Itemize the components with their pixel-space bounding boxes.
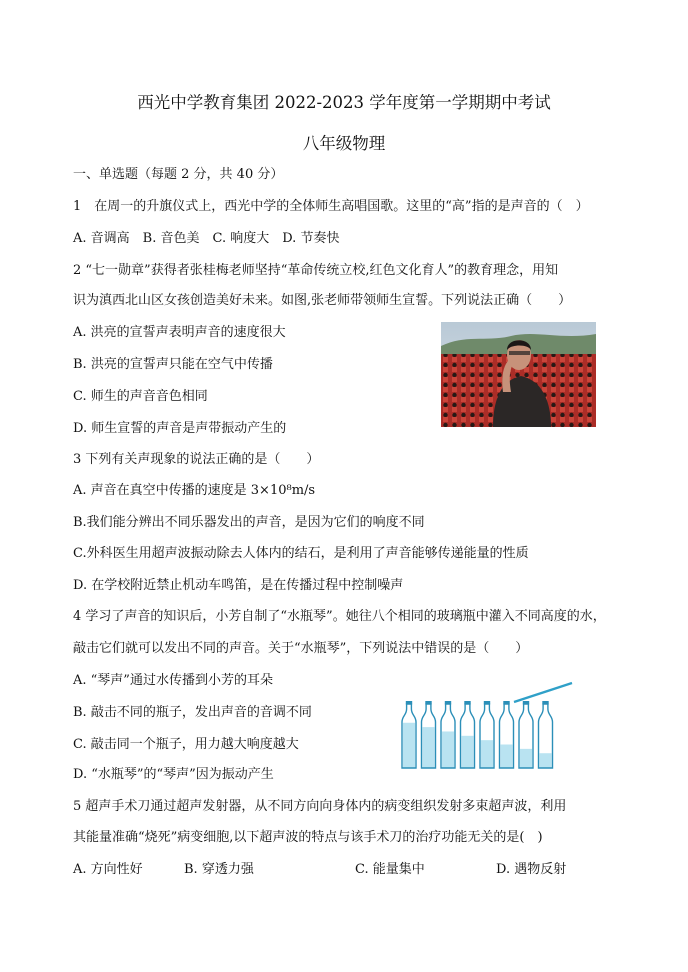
exam-subtitle: 八年级物理 bbox=[302, 134, 386, 153]
bottle-4 bbox=[461, 701, 475, 768]
question-4-stem-line1: 4 学习了声音的知识后，小芳自制了“水瓶琴”。她往八个相同的玻璃瓶中灌入不同高度的水， bbox=[73, 609, 606, 624]
water-bottles-figure bbox=[396, 680, 576, 772]
bottle-3 bbox=[441, 701, 455, 768]
question-1-stem: 1 在周一的升旗仪式上，西光中学的全体师生高唱国歌。这里的“高”指的是声音的（ ） bbox=[73, 199, 589, 214]
bottle-2 bbox=[422, 701, 436, 768]
exam-title: 西光中学教育集团 2022-2023 学年度第一学期期中考试 bbox=[137, 93, 551, 112]
section-heading: 一、单选题（每题 2 分，共 40 分） bbox=[73, 167, 284, 182]
question-3-stem: 3 下列有关声现象的说法正确的是（ ） bbox=[73, 452, 320, 467]
question-5-option-c: C. 能量集中 bbox=[355, 862, 425, 877]
question-2-option-a: A. 洪亮的宣誓声表明声音的速度很大 bbox=[73, 325, 286, 340]
question-2-option-b: B. 洪亮的宣誓声只能在空气中传播 bbox=[73, 357, 273, 372]
question-2-stem-line1: 2 “七一勋章”获得者张桂梅老师坚持“革命传统立校,红色文化育人”的教育理念，用知 bbox=[73, 263, 559, 278]
question-4-option-c: C. 敲击同一个瓶子，用力越大响度越大 bbox=[73, 737, 299, 752]
question-3-option-a: A. 声音在真空中传播的速度是 3×10⁸m/s bbox=[73, 483, 316, 498]
bottle-1 bbox=[402, 701, 416, 768]
question-5-option-a: A. 方向性好 bbox=[73, 862, 143, 877]
question-4-stem-line2: 敲击它们就可以发出不同的声音。关于“水瓶琴”，下列说法中错误的是（ ） bbox=[73, 641, 529, 656]
question-4-option-d: D. “水瓶琴”的“琴声”因为振动产生 bbox=[73, 767, 274, 782]
question-2-option-d: D. 师生宣誓的声音是声带振动产生的 bbox=[73, 421, 287, 436]
question-3-option-d: D. 在学校附近禁止机动车鸣笛，是在传播过程中控制噪声 bbox=[73, 578, 404, 593]
bottle-7 bbox=[519, 701, 533, 768]
mallet-stick bbox=[514, 683, 572, 702]
question-3-option-c: C.外科医生用超声波振动除去人体内的结石，是利用了声音能够传递能量的性质 bbox=[73, 546, 529, 561]
question-3-option-b: B.我们能分辨出不同乐器发出的声音，是因为它们的响度不同 bbox=[73, 515, 425, 530]
question-5-stem-line2: 其能量准确“烧死”病变细胞,以下超声波的特点与该手术刀的治疗功能无关的是( ) bbox=[73, 830, 543, 845]
bottle-8 bbox=[539, 701, 553, 768]
question-2-stem-line2: 识为滇西北山区女孩创造美好未来。如图,张老师带领师生宣誓。下列说法正确（ ） bbox=[73, 293, 572, 308]
question-5-stem-line1: 5 超声手术刀通过超声发射器，从不同方向向身体内的病变组织发射多束超声波，利用 bbox=[73, 799, 567, 814]
oath-photo bbox=[441, 322, 596, 427]
question-1-options: A. 音调高 B. 音色美 C. 响度大 D. 节奏快 bbox=[73, 231, 340, 246]
question-5-option-d: D. 遇物反射 bbox=[496, 862, 567, 877]
bottle-5 bbox=[480, 701, 494, 768]
question-4-option-a: A. “琴声”通过水传播到小芳的耳朵 bbox=[73, 673, 273, 688]
question-2-option-c: C. 师生的声音音色相同 bbox=[73, 389, 208, 404]
question-5-option-b: B. 穿透力强 bbox=[184, 862, 254, 877]
question-4-option-b: B. 敲击不同的瓶子，发出声音的音调不同 bbox=[73, 705, 312, 720]
bottle-6 bbox=[500, 701, 514, 768]
